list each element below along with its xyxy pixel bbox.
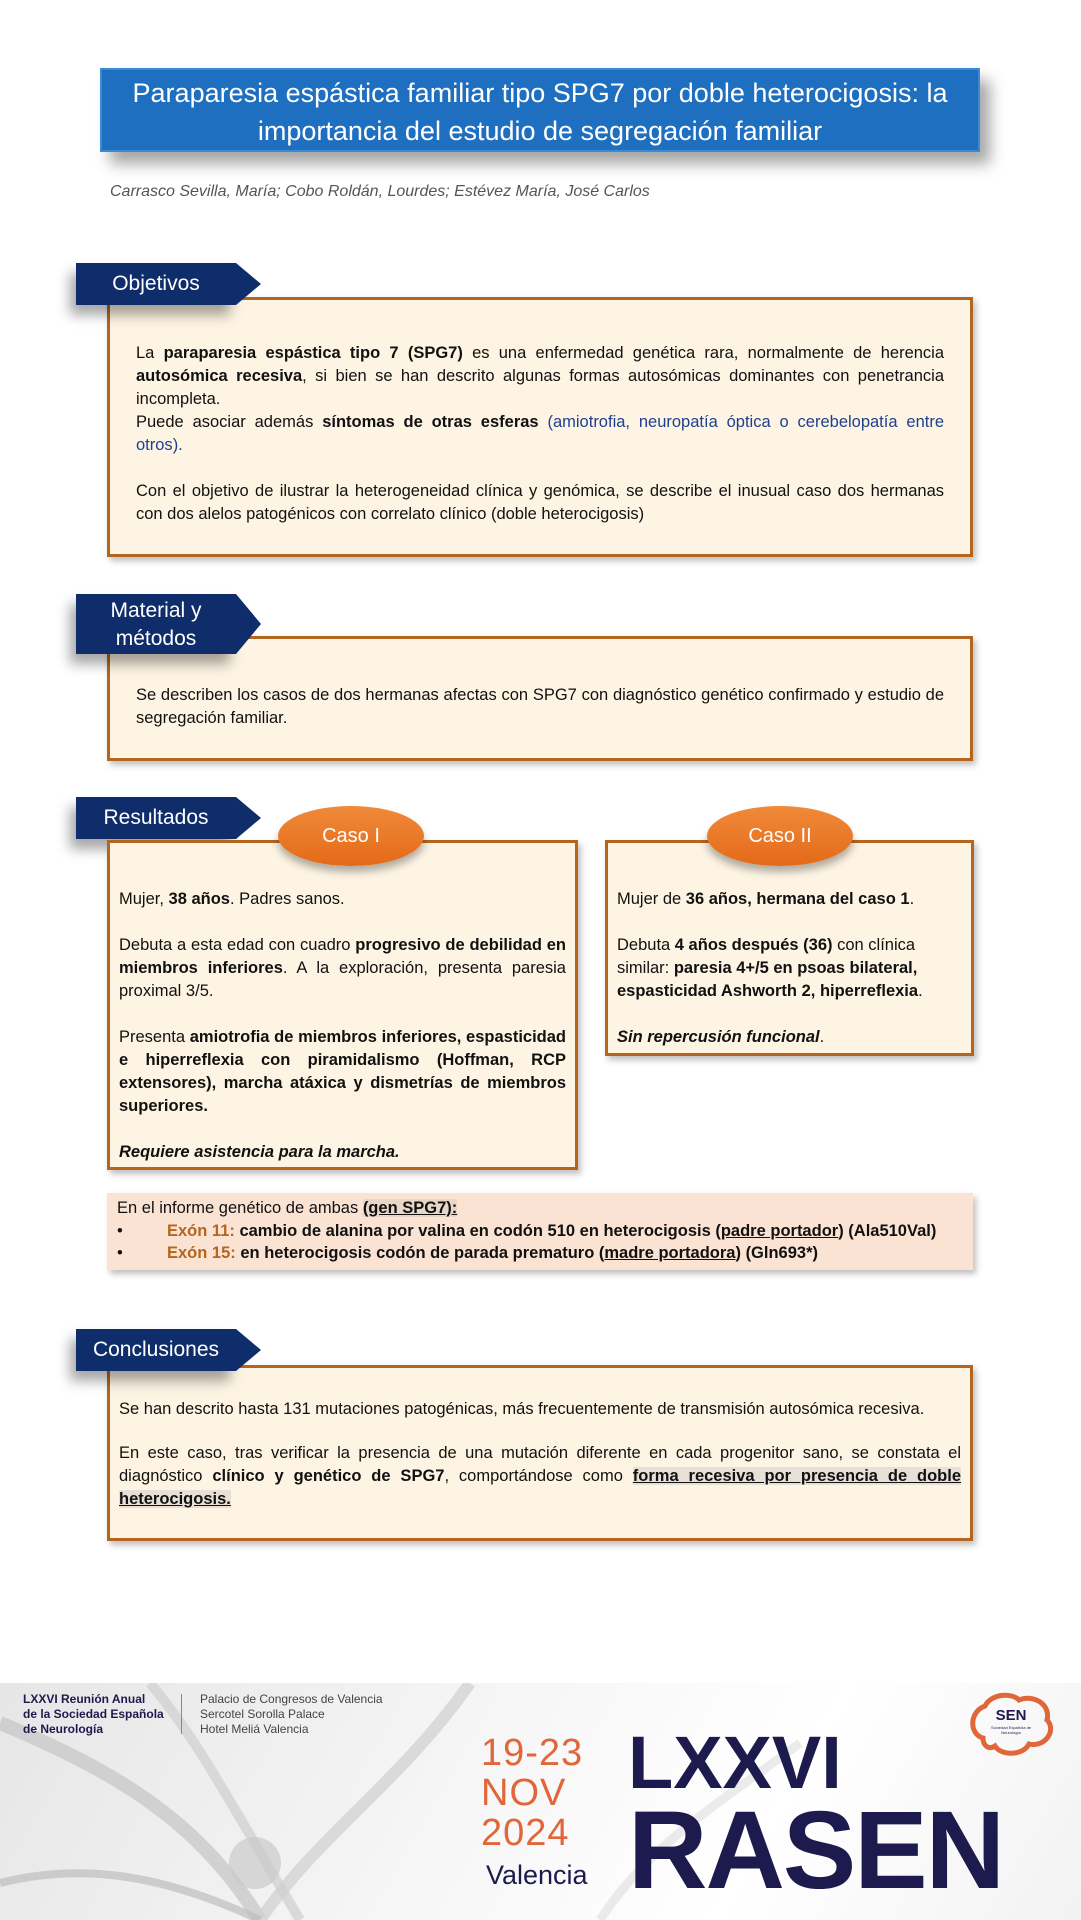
caso2-badge: Caso II xyxy=(707,806,853,866)
title-line-1: Paraparesia espástica familiar tipo SPG7 por doble heterocigosis: la xyxy=(132,78,948,108)
material-label-2: métodos xyxy=(115,627,197,650)
material-tag xyxy=(76,594,236,654)
resultados-label: Resultados xyxy=(103,806,209,829)
venue-divider xyxy=(181,1694,182,1734)
authors: Carrasco Sevilla, María; Cobo Roldán, Lourdes; Estévez María, José Carlos xyxy=(110,183,650,200)
conclusiones-tag xyxy=(76,1329,236,1371)
caso1-paragraph-3: Presenta amiotrofia de miembros inferiores, espasticidad e hiperreflexia con piramidalismo (Hoffman, RCP extensores), marcha atáxica y dismetrías de miembros superiores. xyxy=(119,1028,567,1115)
objetivos-paragraph-1: La paraparesia espástica tipo 7 (SPG7) es una enfermedad genética rara, normalmente de herencia autosómica recesiva, si bien se han descrito algunas formas autosómicas dominantes con penetrancia incompleta. xyxy=(136,344,945,408)
caso1-box xyxy=(107,840,578,1170)
event-acronym: LXXVI RASEN xyxy=(628,1721,1004,1912)
resultados-tag xyxy=(76,797,236,839)
objetivos-paragraph-2: Puede asociar además síntomas de otras esferas (amiotrofia, neuropatía óptica o cerebelopatía entre otros). xyxy=(136,413,944,454)
conclusiones-label: Conclusiones xyxy=(92,1338,220,1361)
caso2-box xyxy=(605,840,974,1056)
objetivos-box xyxy=(107,297,973,557)
caso1-paragraph-4: Requiere asistencia para la marcha. xyxy=(119,1143,400,1161)
organization-name: LXXVI Reunión Anual de la Sociedad Española de Neurología xyxy=(23,1692,164,1736)
material-label-1: Material y xyxy=(110,599,202,622)
poster-title xyxy=(100,68,980,152)
sen-logo xyxy=(965,1690,1057,1762)
caso2-paragraph-3: Sin repercusión funcional. xyxy=(617,1028,825,1046)
caso2-paragraph-2: Debuta 4 años después (36) con clínica similar: paresia 4+/5 en psoas bilateral, espasticidad Ashworth 2, hiperreflexia. xyxy=(617,936,923,1000)
congress-banner xyxy=(0,1683,1081,1920)
venue-list: Palacio de Congresos de Valencia Sercotel Sorolla Palace Hotel Meliá Valencia xyxy=(200,1692,383,1736)
sen-logo-subtitle: Sociedad Española de Neurología xyxy=(990,1725,1032,1735)
conclusiones-paragraph-2: En este caso, tras verificar la presencia de una mutación diferente en cada progenitor sano, se constata el diagnóstico clínico y genético de SPG7, comportándose como forma recesiva por presencia de doble heterocigosis. xyxy=(119,1444,961,1508)
event-city: Valencia xyxy=(486,1860,588,1890)
genetic-intro: En el informe genético de ambas (gen SPG7): xyxy=(117,1199,458,1217)
objetivos-paragraph-3: Con el objetivo de ilustrar la heterogeneidad clínica y genómica, se describe el inusual caso dos hermanas con dos alelos patogénicos con correlato clínico (doble heterocigosis) xyxy=(136,482,944,523)
caso1-badge: Caso I xyxy=(278,806,424,866)
caso2-paragraph-1: Mujer de 36 años, hermana del caso 1. xyxy=(617,890,915,908)
sen-logo-text: SEN xyxy=(995,1707,1027,1724)
objetivos-tag xyxy=(76,263,236,305)
genetic-item-1: • Exón 11: cambio de alanina por valina en codón 510 en heterocigosis (padre portador) (Ala510Val) xyxy=(117,1221,937,1240)
objetivos-label: Objetivos xyxy=(112,272,200,295)
conclusiones-box xyxy=(107,1365,973,1541)
material-text: Se describen los casos de dos hermanas afectas con SPG7 con diagnóstico genético confirmado y estudio de segregación familiar. xyxy=(136,686,944,727)
title-line-2: importancia del estudio de segregación familiar xyxy=(257,116,823,146)
event-dates: 19-23 NOV 2024 xyxy=(481,1732,584,1854)
conclusiones-paragraph-1: Se han descrito hasta 131 mutaciones patogénicas, más frecuentemente de transmisión autosómica recesiva. xyxy=(119,1400,925,1418)
genetic-report xyxy=(107,1193,973,1270)
caso1-paragraph-2: Debuta a esta edad con cuadro progresivo de debilidad en miembros inferiores. A la exploración, presenta paresia proximal 3/5. xyxy=(119,936,566,1000)
genetic-item-2: • Exón 15: en heterocigosis codón de parada prematuro (madre portadora) (Gln693*) xyxy=(117,1244,819,1262)
caso1-paragraph-1: Mujer, 38 años. Padres sanos. xyxy=(119,890,345,908)
material-box xyxy=(107,636,973,761)
